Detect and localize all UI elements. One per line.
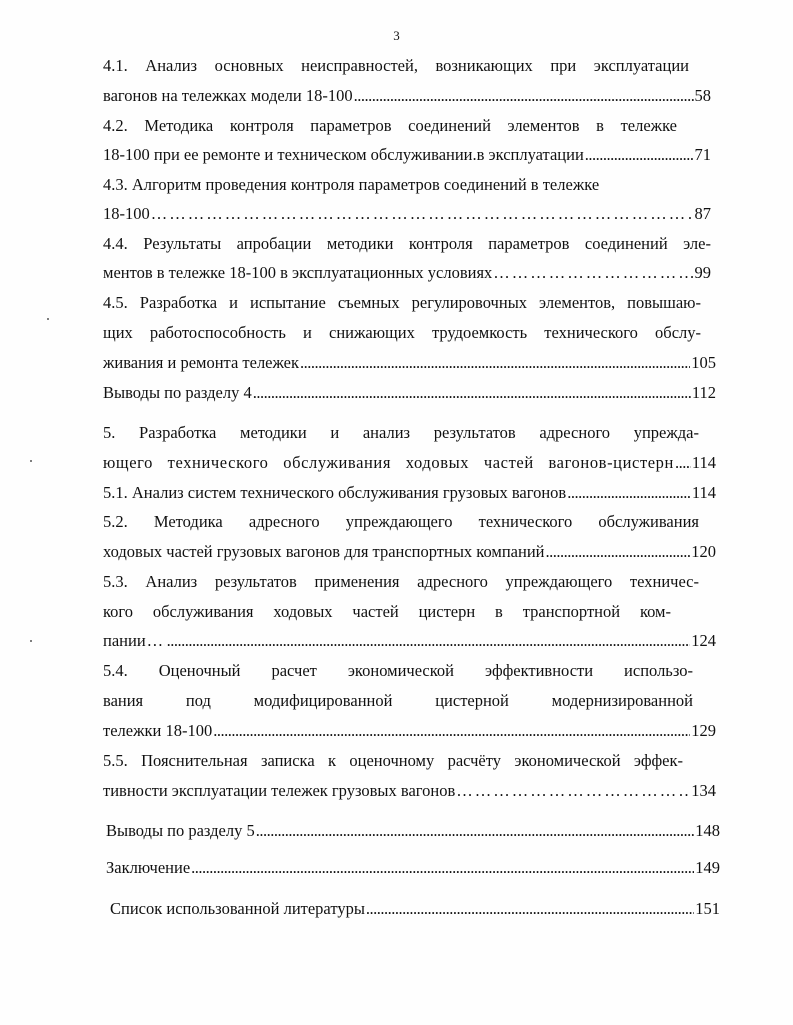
toc-line: 4.4. Результаты апробации методики контроля параметров соединений эле- <box>103 234 711 253</box>
toc-line: 5.1. Анализ систем технического обслуживания грузовых вагонов <box>103 483 567 502</box>
toc-page-number: 112 <box>691 383 716 402</box>
toc-line: ющего технического обслуживания ходовых частей вагонов-цистерн <box>103 453 674 472</box>
dot-leader <box>147 630 165 652</box>
dot-leader <box>354 85 694 107</box>
toc-line: Список использованной литературы <box>110 899 365 918</box>
toc-line: 5.4. Оценочный расчет экономической эффективности использо- <box>103 661 693 680</box>
dot-leader <box>191 857 694 879</box>
toc-page-number: 129 <box>691 721 716 740</box>
toc-line: 18-100 при ее ремонте и техническом обслуживании.в эксплуатации <box>103 145 584 164</box>
toc-line: 5.5. Пояснительная записка к оценочному расчёту экономической эффек- <box>103 751 683 770</box>
toc-line: кого обслуживания ходовых частей цистерн в транспортной ком- <box>103 602 671 621</box>
dot-leader <box>493 262 693 284</box>
scan-speck <box>30 640 32 642</box>
dot-leader <box>546 541 691 563</box>
dot-leader <box>167 630 691 652</box>
dot-leader <box>456 780 690 802</box>
dot-leader <box>256 820 695 842</box>
dot-leader <box>585 144 694 166</box>
toc-line: 4.2. Методика контроля параметров соединений элементов в тележке <box>103 116 677 135</box>
toc-line: тивности эксплуатации тележек грузовых вагонов <box>103 781 456 800</box>
toc-page-number: 114 <box>691 453 716 472</box>
toc-line: пании <box>103 631 146 650</box>
toc-page-number: 149 <box>695 858 720 877</box>
toc-line: живания и ремонта тележек <box>103 353 300 372</box>
toc-line: ментов в тележке 18-100 в эксплуатационных условиях <box>103 263 493 282</box>
toc-page-number: 87 <box>694 204 711 223</box>
toc-page-number: 120 <box>691 542 716 561</box>
toc-line: вагонов на тележках модели 18-100 <box>103 86 353 105</box>
toc-line: 5.2. Методика адресного упреждающего технического обслуживания <box>103 512 699 531</box>
toc-page-number: 105 <box>691 353 716 372</box>
toc-line: вания под модифицированной цистерной модернизированной <box>103 691 693 710</box>
toc-line: 5. Разработка методики и анализ результатов адресного упрежда- <box>103 423 699 442</box>
dot-leader <box>151 203 694 225</box>
toc-page-number: 124 <box>691 631 716 650</box>
toc-page-number: 151 <box>695 899 720 918</box>
toc-line: Заключение <box>106 858 191 877</box>
toc-line: Выводы по разделу 4 <box>103 383 252 402</box>
dot-leader <box>300 352 690 374</box>
dot-leader <box>366 898 694 920</box>
toc-line: 4.3. Алгоритм проведения контроля параметров соединений в тележке <box>103 175 600 194</box>
page-number: 3 <box>393 28 400 43</box>
scan-speck <box>47 318 49 320</box>
toc-page-number: 58 <box>694 86 711 105</box>
dot-leader <box>567 482 691 504</box>
scan-speck <box>30 460 32 462</box>
toc-line: 4.1. Анализ основных неисправностей, возникающих при эксплуатации <box>103 56 689 75</box>
toc-line: 4.5. Разработка и испытание съемных регулировочных элементов, повышаю- <box>103 293 701 312</box>
dot-leader <box>253 382 691 404</box>
toc-page-number: 114 <box>691 483 716 502</box>
toc-line: 5.3. Анализ результатов применения адресного упреждающего техничес- <box>103 572 699 591</box>
toc-line: щих работоспособность и снижающих трудоемкость технического обслу- <box>103 323 701 342</box>
toc-page-number: 148 <box>695 821 720 840</box>
toc-line: 18-100 <box>103 204 150 223</box>
toc-line: тележки 18-100 <box>103 721 213 740</box>
toc-page-number: 71 <box>694 145 711 164</box>
toc-page-number: 134 <box>691 781 716 800</box>
toc-line: ходовых частей грузовых вагонов для транспортных компаний <box>103 542 545 561</box>
dot-leader <box>675 452 691 474</box>
toc-page-number: 99 <box>694 263 711 282</box>
toc-line: Выводы по разделу 5 <box>106 821 255 840</box>
dot-leader <box>213 720 690 742</box>
